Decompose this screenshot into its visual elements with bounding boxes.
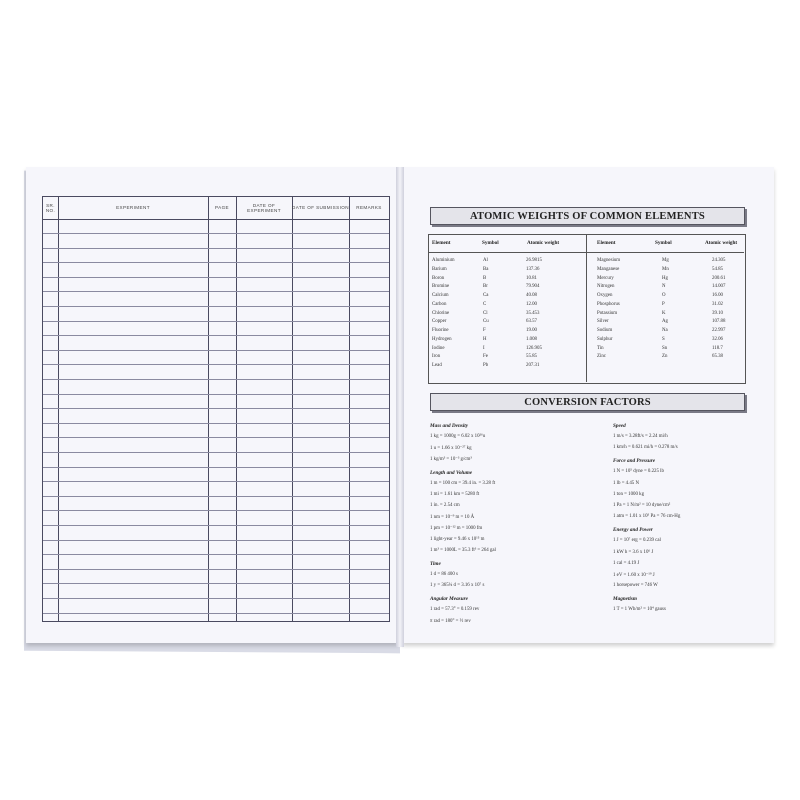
atomic-weights-cell: Sulphur: [597, 336, 613, 342]
index-row[interactable]: [43, 569, 389, 570]
atomic-weights-cell: 22.997: [712, 328, 726, 333]
atomic-weights-header-symbol: Symbol: [655, 240, 672, 246]
atomic-weights-cell: Iodine: [432, 345, 445, 351]
atomic-weights-cell: 26.9815: [526, 258, 542, 263]
atomic-weights-cell: Cu: [483, 319, 489, 325]
index-row[interactable]: [43, 408, 389, 409]
atomic-weights-cell: K: [662, 310, 666, 316]
atomic-weights-cell: Magnesium: [597, 258, 621, 263]
atomic-weights-cell: Cl: [483, 310, 488, 316]
atomic-weights-cell: Fe: [483, 354, 488, 360]
conversion-line: 1 light-year = 9.46 x 10¹⁵ m: [430, 536, 485, 542]
index-row[interactable]: [43, 481, 389, 482]
conversion-line: 1 horsepower = 746 W: [613, 583, 658, 589]
conversion-line: 1 m = 100 cm = 39.4 in. = 3.28 ft: [430, 480, 496, 486]
conversion-line: 1 ton = 1000 kg: [613, 491, 645, 497]
atomic-weights-cell: 65.38: [712, 354, 724, 360]
atomic-weights-cell: 24.305: [712, 258, 726, 263]
atomic-weights-cell: F: [483, 328, 486, 333]
index-row[interactable]: [43, 277, 389, 278]
index-row[interactable]: [43, 233, 389, 234]
atomic-weights-cell: B: [483, 275, 487, 281]
conversion-factors-title: CONVERSION FACTORS: [430, 393, 745, 411]
atomic-weights-cell: Silver: [597, 319, 609, 325]
conversion-line: 1 T = 1 Wb/m² = 10⁴ gauss: [613, 607, 666, 613]
conversion-line: 1 mi = 1.61 km = 5280 ft: [430, 491, 480, 497]
atomic-weights-cell: 31.02: [712, 301, 724, 307]
index-row[interactable]: [43, 554, 389, 555]
atomic-weights-cell: Chlorine: [432, 310, 450, 316]
atomic-weights-header-symbol: Symbol: [482, 240, 499, 246]
index-header-remarks: REMARKS: [356, 205, 382, 211]
atomic-weights-cell: 14.007: [712, 284, 726, 290]
atomic-weights-cell: 16.00: [712, 293, 724, 298]
atomic-weights-header-rule: [428, 252, 586, 253]
conversion-section-heading: Force and Pressure: [613, 458, 656, 465]
atomic-weights-table: [428, 234, 746, 384]
atomic-weights-cell: Boron: [432, 275, 445, 281]
conversion-section-heading: Magnetism: [613, 596, 637, 603]
atomic-weights-header-weight: Atomic weight: [527, 240, 560, 246]
atomic-weights-cell: Nitrogen: [597, 284, 615, 290]
index-row[interactable]: [43, 291, 389, 292]
conversion-section-heading: Mass and Density: [430, 423, 469, 429]
atomic-weights-cell: Ca: [483, 293, 489, 298]
index-row[interactable]: [43, 525, 389, 526]
experiment-index-table: [42, 196, 390, 622]
index-row[interactable]: [43, 540, 389, 541]
conversion-section-heading: Energy and Power: [613, 527, 653, 534]
atomic-weights-cell: Br: [483, 284, 488, 290]
index-row[interactable]: [43, 437, 389, 438]
atomic-weights-cell: 19.00: [526, 328, 538, 333]
index-header-experiment: EXPERIMENT: [116, 205, 150, 211]
atomic-weights-cell: Zn: [662, 354, 668, 360]
atomic-weights-cell: H: [483, 336, 487, 342]
atomic-weights-cell: Ba: [483, 266, 489, 272]
atomic-weights-cell: Iron: [432, 354, 441, 360]
atomic-weights-cell: Bromine: [432, 284, 450, 290]
index-row[interactable]: [43, 350, 389, 351]
atomic-weights-cell: 207.31: [526, 363, 540, 368]
index-row[interactable]: [43, 321, 389, 322]
conversion-line: 1 km/h = 0.621 mi/h = 0.278 m/s: [613, 445, 678, 451]
atomic-weights-cell: Al: [483, 258, 488, 263]
atomic-weights-divider: [586, 234, 587, 382]
index-row[interactable]: [43, 262, 389, 263]
conversion-line: 1 in. = 2.54 cm: [430, 503, 460, 508]
conversion-line: 1 m/s = 3.28ft/s = 2.24 mi/h: [613, 434, 668, 439]
atomic-weights-cell: O: [662, 293, 666, 298]
atomic-weights-cell: 40.08: [526, 293, 538, 298]
conversion-section-heading: Angular Measure: [430, 596, 468, 603]
conversion-line: 1 kg/m³ = 10⁻³ g/cm³: [430, 457, 472, 463]
index-row[interactable]: [43, 496, 389, 497]
atomic-weights-cell: Phosphorus: [597, 301, 620, 307]
conversion-line: 1 d = 86 400 s: [430, 572, 458, 577]
atomic-weights-cell: Zinc: [597, 354, 606, 360]
atomic-weights-cell: 55.85: [526, 354, 538, 360]
conversion-line: 1 kW h = 3.6 x 10⁶ J: [613, 549, 654, 555]
conversion-line: 1 y = 365¼ d = 3.16 x 10⁷ s: [430, 583, 485, 589]
atomic-weights-cell: 107.88: [712, 319, 726, 325]
atomic-weights-cell: 137.36: [526, 266, 540, 272]
conversion-line: 1 J = 10⁷ erg = 0.239 cal: [613, 538, 661, 544]
atomic-weights-cell: Oxygen: [597, 293, 613, 298]
conversion-line: 1 N = 10⁵ dyne = 0.225 lb: [613, 469, 664, 475]
atomic-weights-cell: Mg: [662, 258, 669, 263]
atomic-weights-cell: 126.905: [526, 345, 542, 351]
atomic-weights-title: ATOMIC WEIGHTS OF COMMON ELEMENTS: [430, 207, 745, 225]
index-row[interactable]: [43, 364, 389, 365]
atomic-weights-cell: Calcium: [432, 293, 449, 298]
index-row[interactable]: [43, 613, 389, 614]
index-row[interactable]: [43, 423, 389, 424]
conversion-line: 1 m³ = 1000L = 35.3 ft³ = 264 gal: [430, 547, 496, 553]
index-row[interactable]: [43, 583, 389, 584]
conversion-line: 1 kg = 1000g = 6.02 x 10²⁶u: [430, 434, 486, 439]
book-gutter: [396, 167, 404, 647]
atomic-weights-cell: S: [662, 336, 665, 342]
atomic-weights-cell: Lead: [432, 363, 442, 368]
atomic-weights-cell: Ag: [662, 319, 668, 325]
index-header-sr-no: SR. NO.: [45, 202, 56, 213]
index-row[interactable]: [43, 598, 389, 599]
index-row[interactable]: [43, 379, 389, 380]
conversion-line: 1 eV = 1.60 x 10⁻¹⁹ J: [613, 573, 655, 578]
index-row[interactable]: [43, 248, 389, 249]
atomic-weights-cell: 39.10: [712, 310, 724, 316]
atomic-weights-cell: Sn: [662, 345, 668, 351]
index-header-date-of-submission: DATE OF SUBMISSION: [292, 205, 349, 211]
atomic-weights-cell: 32.06: [712, 336, 724, 342]
index-row[interactable]: [43, 510, 389, 511]
atomic-weights-cell: 63.57: [526, 319, 538, 325]
atomic-weights-cell: Barium: [432, 266, 447, 272]
index-row[interactable]: [43, 467, 389, 468]
atomic-weights-cell: I: [483, 345, 485, 351]
atomic-weights-cell: Hg: [662, 275, 668, 281]
atomic-weights-cell: 10.81: [526, 275, 538, 281]
conversion-section-heading: Time: [430, 561, 441, 567]
atomic-weights-cell: Tin: [597, 345, 604, 351]
atomic-weights-cell: 79.904: [526, 284, 540, 290]
index-header-page: PAGE: [214, 205, 230, 211]
atomic-weights-header-weight: Atomic weight: [705, 240, 738, 246]
conversion-line: 1 pm = 10⁻¹² m = 1000 fm: [430, 526, 483, 532]
atomic-weights-cell: Fluorine: [432, 328, 449, 333]
atomic-weights-cell: 12.00: [526, 301, 538, 307]
conversion-section-heading: Length and Volume: [430, 469, 473, 476]
atomic-weights-header-element: Element: [432, 240, 451, 246]
atomic-weights-cell: 200.61: [712, 275, 726, 281]
atomic-weights-cell: N: [662, 284, 666, 290]
atomic-weights-cell: Pb: [483, 363, 489, 368]
conversion-line: π rad = 180° = ½ rev: [430, 618, 471, 624]
conversion-section-heading: Speed: [613, 423, 626, 429]
atomic-weights-cell: Potassium: [597, 310, 618, 316]
conversion-line: 1 cal = 4.19 J: [613, 560, 640, 566]
atomic-weights-cell: Na: [662, 328, 668, 333]
atomic-weights-cell: Manganese: [597, 266, 620, 272]
index-row[interactable]: [43, 452, 389, 453]
atomic-weights-cell: Copper: [432, 319, 447, 325]
atomic-weights-cell: Aluminium: [432, 258, 455, 263]
atomic-weights-cell: 118.7: [712, 345, 723, 351]
conversion-line: 1 rad = 57.3° = 0.159 rev: [430, 607, 480, 613]
index-row[interactable]: [43, 335, 389, 336]
index-header-date-of-experiment: DATE OF EXPERIMENT: [247, 202, 281, 213]
atomic-weights-cell: 1.008: [526, 336, 538, 342]
atomic-weights-header-rule: [587, 252, 744, 253]
atomic-weights-header-element: Element: [597, 240, 616, 246]
atomic-weights-cell: P: [662, 301, 665, 307]
index-row[interactable]: [43, 394, 389, 395]
atomic-weights-cell: 54.85: [712, 266, 724, 272]
conversion-line: 1 nm = 10⁻⁹ m = 10 Å: [430, 515, 475, 521]
conversion-line: 1 lb = 4.45 N: [613, 480, 639, 486]
atomic-weights-cell: Mn: [662, 266, 669, 272]
atomic-weights-cell: Sodium: [597, 328, 613, 333]
atomic-weights-cell: Carbon: [432, 301, 447, 307]
conversion-line: 1 Pa = 1 N/m² = 10 dyne/cm²: [613, 503, 671, 508]
conversion-line: 1 atm = 1.01 x 10⁵ Pa = 76 cm-Hg: [613, 514, 681, 520]
atomic-weights-cell: 35.453: [526, 310, 540, 316]
conversion-line: 1 u = 1.66 x 10⁻²⁷ kg: [430, 446, 472, 452]
atomic-weights-cell: C: [483, 301, 487, 307]
atomic-weights-cell: Mercury: [597, 275, 614, 281]
index-row[interactable]: [43, 306, 389, 307]
atomic-weights-cell: Hydrogen: [432, 336, 452, 342]
